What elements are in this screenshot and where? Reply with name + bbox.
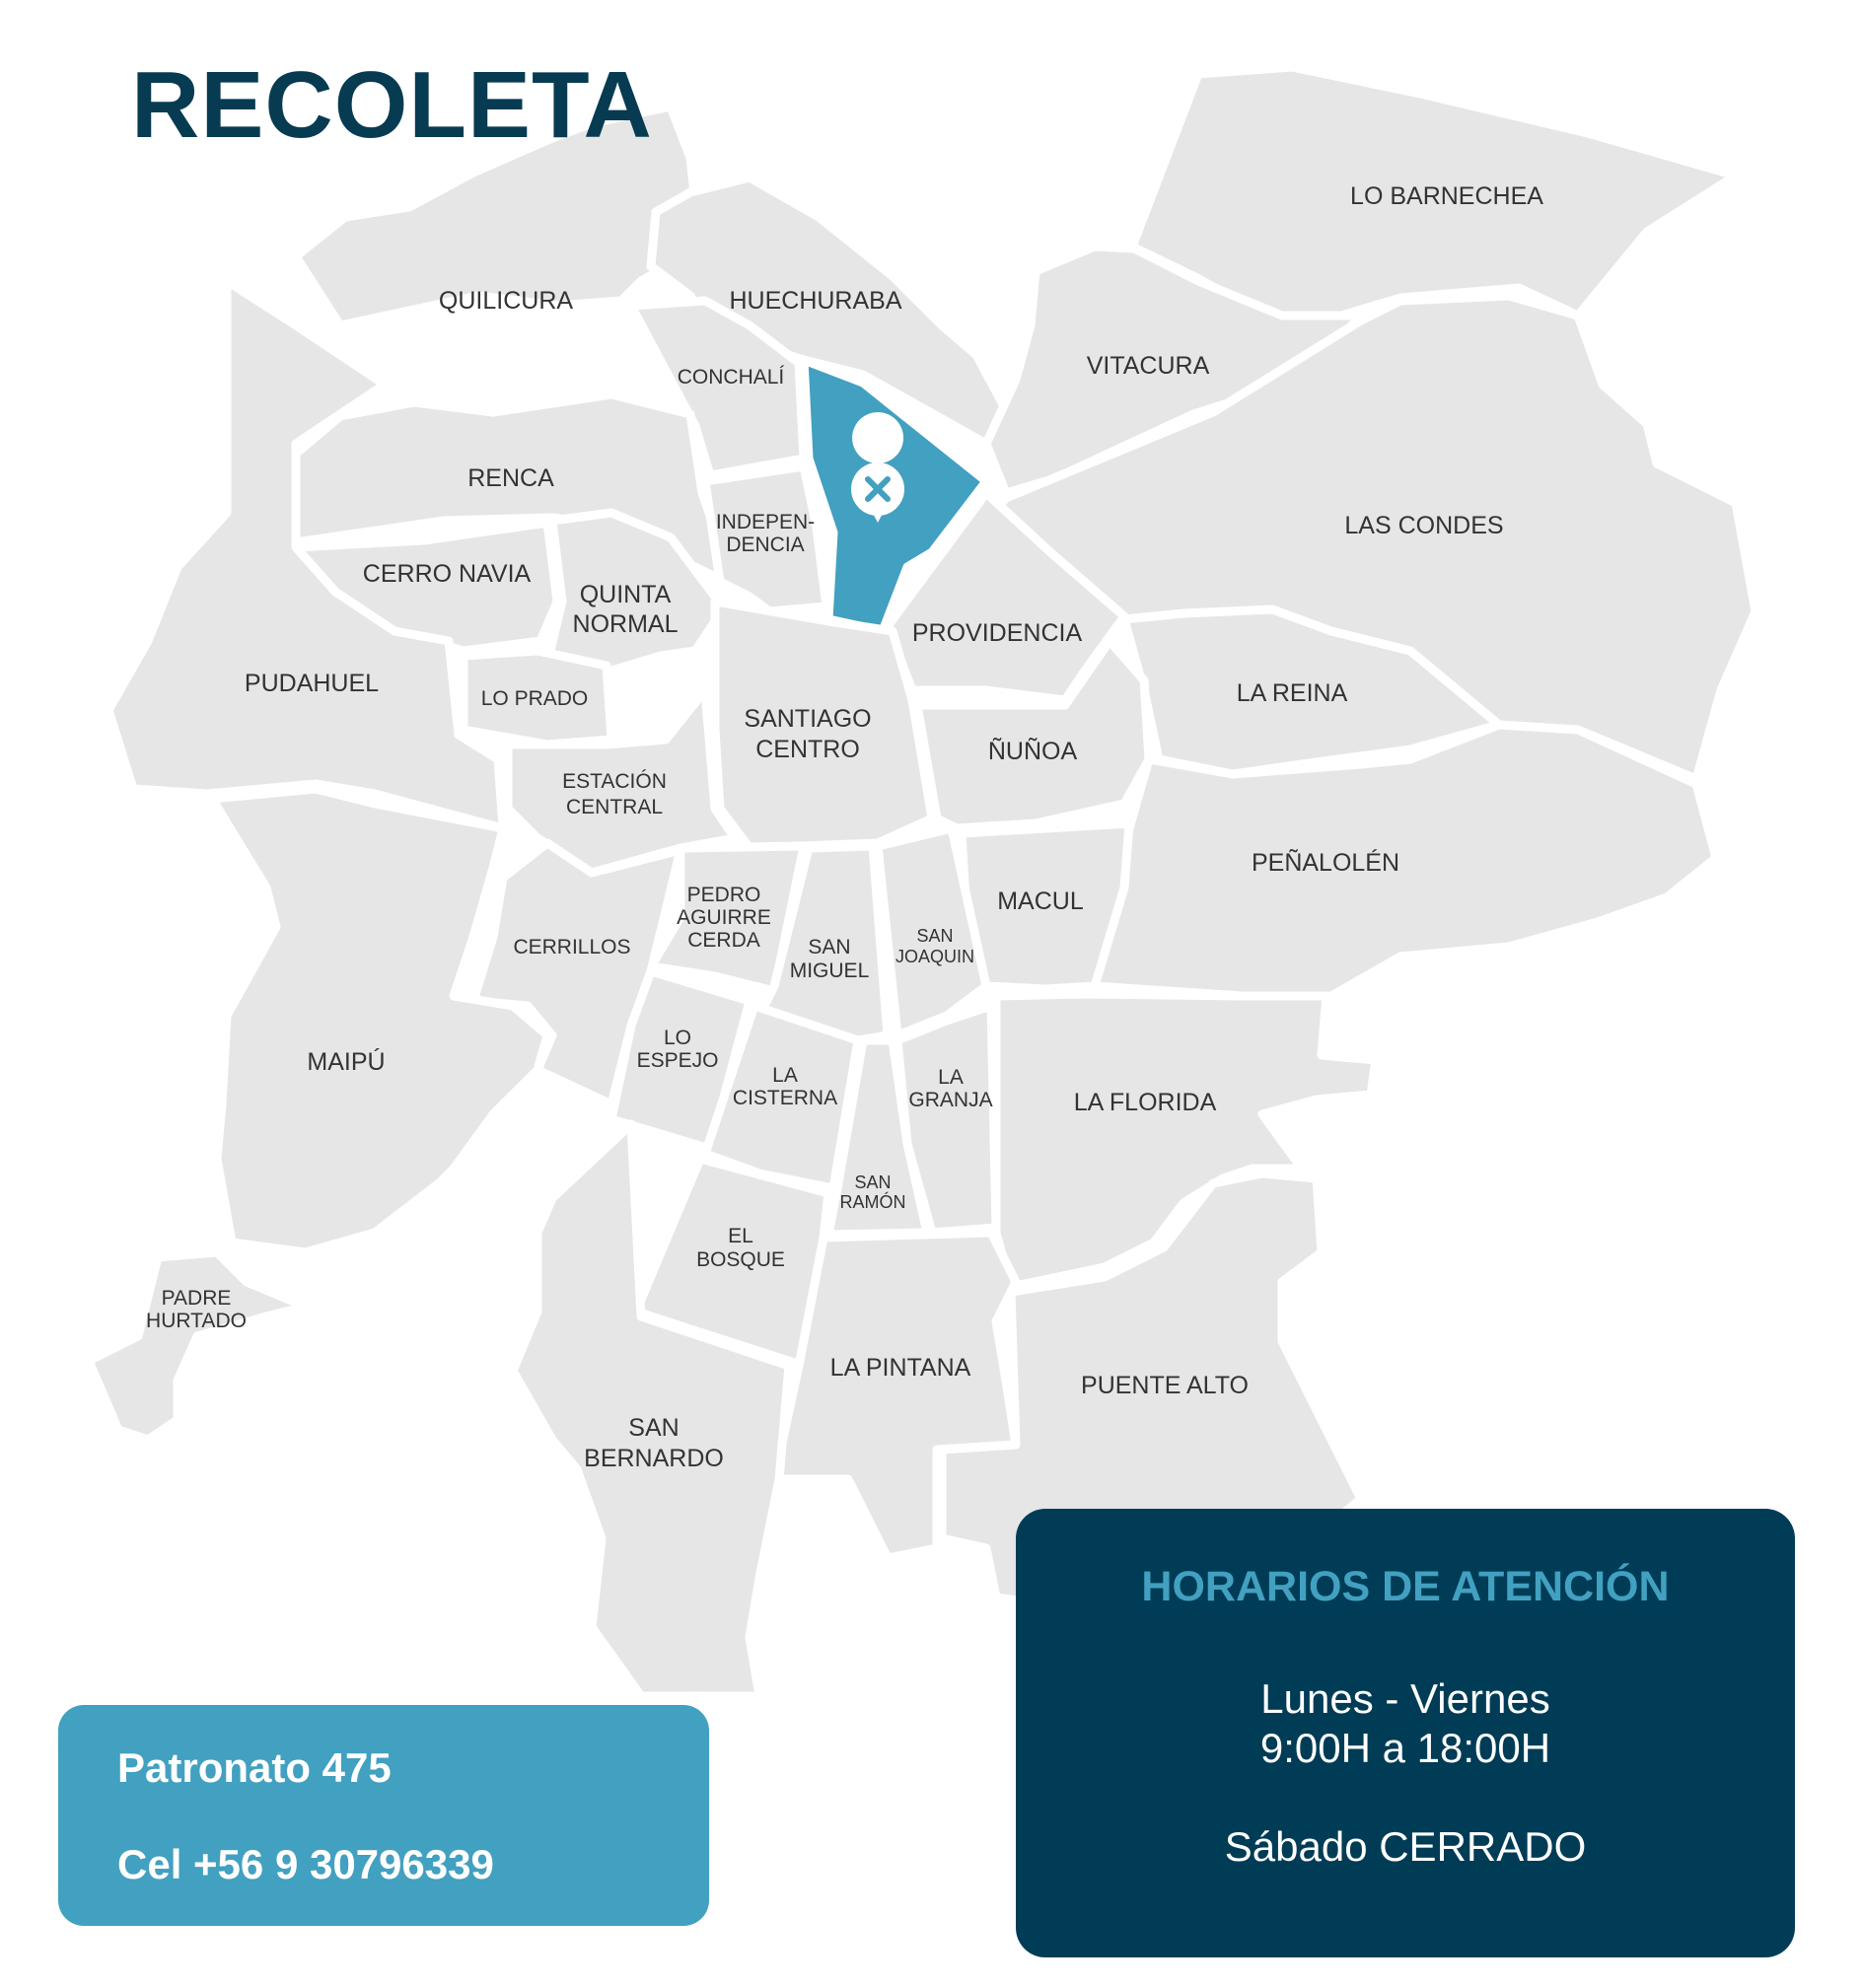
label-la-granja-1: LA xyxy=(938,1066,964,1089)
label-quinta-normal-2: NORMAL xyxy=(572,610,679,638)
label-lo-espejo-1: LO xyxy=(663,1027,692,1049)
label-san-miguel-1: SAN xyxy=(808,936,851,958)
label-san-bernardo-2: BERNARDO xyxy=(584,1445,724,1472)
label-nunoa: ÑUÑOA xyxy=(987,738,1078,765)
comuna-maipu xyxy=(212,789,547,1252)
label-independencia-2: DENCIA xyxy=(726,533,805,556)
label-lo-prado: LO PRADO xyxy=(480,687,589,710)
label-huechuraba: HUECHURABA xyxy=(729,287,902,315)
label-estacion-central-2: CENTRAL xyxy=(565,796,664,818)
label-la-cisterna-2: CISTERNA xyxy=(732,1087,838,1109)
address-text: Patronato 475 xyxy=(117,1744,392,1791)
label-macul: MACUL xyxy=(997,888,1084,915)
opening-hours-card xyxy=(1016,1509,1795,1957)
label-padre-hurtado-2: HURTADO xyxy=(146,1310,247,1332)
hours-title: HORARIOS DE ATENCIÓN xyxy=(1141,1563,1670,1610)
label-san-ramon-2: RAMÓN xyxy=(839,1192,906,1212)
label-la-granja-2: GRANJA xyxy=(908,1089,993,1111)
contact-card xyxy=(58,1705,709,1926)
comuna-penalolen xyxy=(1095,725,1716,996)
label-puente-alto: PUENTE ALTO xyxy=(1081,1372,1249,1399)
label-la-florida: LA FLORIDA xyxy=(1073,1089,1217,1116)
label-santiago-centro-1: SANTIAGO xyxy=(744,705,872,733)
label-la-cisterna-1: LA xyxy=(772,1064,798,1087)
label-pedro-aguirre-cerda-2: AGUIRRE xyxy=(677,906,771,929)
saturday-status: Sábado CERRADO xyxy=(1224,1823,1587,1870)
page-title: RECOLETA xyxy=(131,52,653,158)
label-cerro-navia: CERRO NAVIA xyxy=(362,560,532,588)
label-cerrillos: CERRILLOS xyxy=(513,936,631,958)
weekday-hours: 9:00H a 18:00H xyxy=(1259,1725,1551,1771)
label-pedro-aguirre-cerda-1: PEDRO xyxy=(686,884,761,906)
label-la-pintana: LA PINTANA xyxy=(829,1354,971,1382)
label-san-ramon-1: SAN xyxy=(854,1172,892,1192)
label-pudahuel: PUDAHUEL xyxy=(244,670,380,697)
label-padre-hurtado-1: PADRE xyxy=(161,1287,232,1310)
label-santiago-centro-2: CENTRO xyxy=(755,736,860,763)
label-penalolen: PEÑALOLÉN xyxy=(1251,849,1400,877)
label-la-reina: LA REINA xyxy=(1236,679,1348,707)
label-independencia-1: INDEPEN- xyxy=(715,511,816,533)
label-el-bosque-1: EL xyxy=(728,1225,753,1247)
label-lo-barnechea: LO BARNECHEA xyxy=(1350,182,1543,210)
label-providencia: PROVIDENCIA xyxy=(911,619,1083,647)
comuna-padre-hurtado xyxy=(89,1252,306,1440)
label-estacion-central-1: ESTACIÓN xyxy=(562,770,667,793)
label-las-condes: LAS CONDES xyxy=(1344,512,1504,539)
label-quinta-normal-1: QUINTA xyxy=(579,581,672,608)
label-san-joaquin-1: SAN xyxy=(916,926,954,946)
phone-text[interactable]: Cel +56 9 30796339 xyxy=(117,1841,494,1887)
label-san-bernardo-1: SAN xyxy=(628,1414,680,1442)
label-maipu: MAIPÚ xyxy=(307,1048,386,1076)
label-lo-espejo-2: ESPEJO xyxy=(636,1049,719,1072)
label-san-joaquin-2: JOAQUIN xyxy=(895,947,975,966)
label-renca: RENCA xyxy=(467,464,554,492)
label-conchali: CONCHALÍ xyxy=(677,366,785,389)
label-san-miguel-2: MIGUEL xyxy=(789,959,870,982)
label-quilicura: QUILICURA xyxy=(438,287,574,315)
label-vitacura: VITACURA xyxy=(1086,352,1210,380)
label-pedro-aguirre-cerda-3: CERDA xyxy=(687,929,760,952)
weekdays-label: Lunes - Viernes xyxy=(1260,1675,1550,1722)
label-el-bosque-2: BOSQUE xyxy=(696,1248,785,1271)
